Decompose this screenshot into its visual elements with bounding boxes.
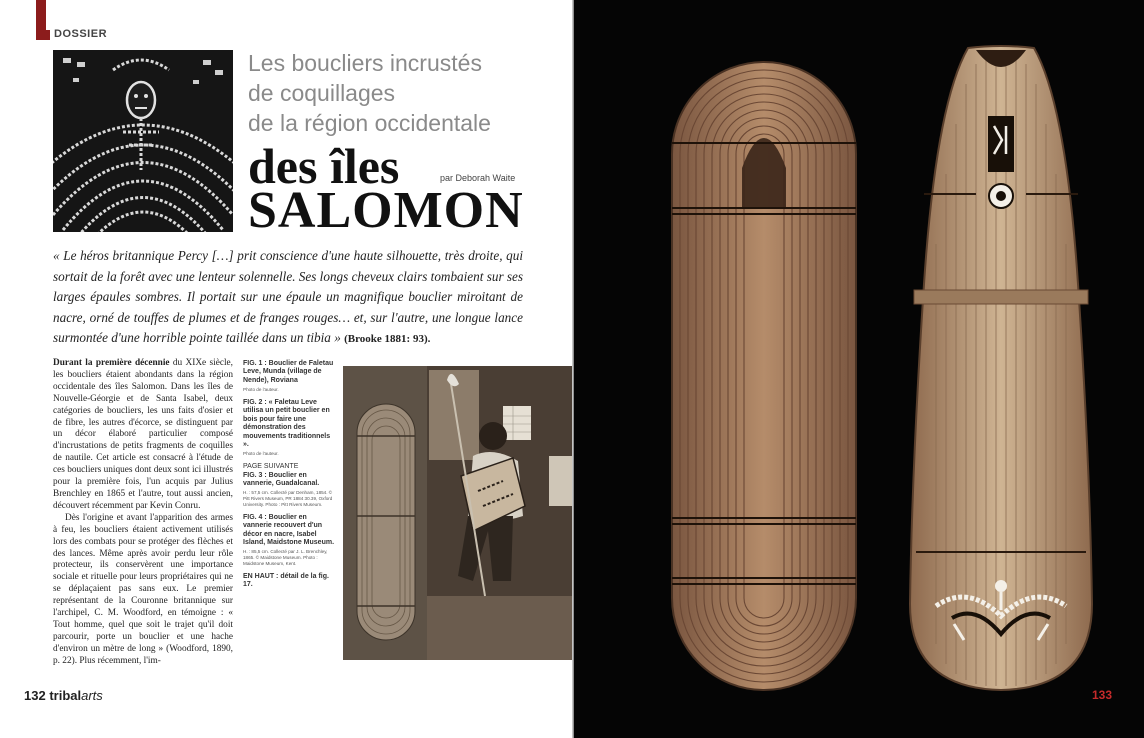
field-photos-image bbox=[343, 366, 573, 660]
wicker-shield-guadalcanal bbox=[668, 58, 860, 694]
caption-lead: PAGE SUIVANTE bbox=[243, 463, 299, 471]
caption-fig1 bbox=[243, 360, 337, 393]
opening-quote bbox=[53, 246, 523, 350]
caption-credit: Photo de l'auteur. bbox=[243, 387, 279, 393]
caption-title: EN HAUT : détail de la fig. 17. bbox=[243, 572, 329, 589]
magazine-name-b: arts bbox=[81, 688, 103, 703]
caption-credit: H. : 57,5 cm. Collecté par Denham, 1854. © Pitt Rivers Museum, PR 1884 30.39, Oxford University. Photo : Pitt Rivers Museum. bbox=[243, 490, 333, 508]
article-title-line1: des îles bbox=[248, 138, 400, 194]
shell-inlay-detail-image bbox=[53, 50, 233, 232]
caption-credit: Photo de l'auteur. bbox=[243, 451, 279, 457]
quote-citation: (Brooke 1881: 93). bbox=[344, 333, 431, 346]
section-marker-foot bbox=[36, 30, 50, 40]
caption-title: FIG. 1 : Bouclier de Faletau Leve, Munda (village de Nende), Roviana bbox=[243, 360, 334, 384]
subtitle-line: Les boucliers incrustés bbox=[248, 50, 482, 76]
subtitle-line: de la région occidentale bbox=[248, 110, 491, 136]
shell-inlay-detail-photo bbox=[53, 50, 233, 232]
body-paragraph-2: Dès l'origine et avant l'apparition des armes à feu, les boucliers étaient activement utilisés lors des combats pour se protéger des flèches et des lances. Même après avoir perdu leur rôle protecteur, ils conservèrent une importance sociale et rituelle pour leurs propriétaires qui ne se déplaçaient pas sans eux. Le premier représentant de la Couronne britannique sur l'archipel, C. M. Woodford, en témoigne : « Tout homme, quel que soit le trajet qu'il doit parcourir, porte un bouclier et une hache d'environ un mètre de long » (Woodford, 1890, p. 22). Plus récemment, l'im- bbox=[53, 512, 233, 666]
wicker-shield-isabel-inlay bbox=[906, 44, 1096, 692]
caption-top-detail bbox=[243, 573, 337, 590]
body-paragraph bbox=[53, 358, 233, 513]
magazine-name bbox=[49, 688, 102, 703]
field-photographs bbox=[343, 366, 573, 660]
article-body bbox=[53, 358, 233, 668]
caption-fig3 bbox=[243, 463, 337, 508]
caption-title: FIG. 3 : Bouclier en vannerie, Guadalcanal. bbox=[243, 471, 320, 488]
caption-fig2 bbox=[243, 399, 337, 457]
section-label: DOSSIER bbox=[54, 28, 108, 40]
subtitle-line: de coquillages bbox=[248, 80, 396, 106]
caption-title: FIG. 4 : Bouclier en vannerie recouvert d'un décor en nacre, Isabel Island, Maidstone Museum. bbox=[243, 513, 335, 547]
body-paragraph-1: du XIXe siècle, les boucliers étaient abondants dans la région occidentale des îles Salomon. Dans les îles de Nouvelle-Géorgie et de Santa Isabel, deux catégories de boucliers, les uns faits d'osier et de fibre, les autres d'écorce, se distinguent par un décor élaboré particulier composé d'incrustations de petits fragments de coquilles de nautile. Cet article est consacré à l'étude de ces boucliers uniques dont deux sont ici illustrés pour la première fois, l'un acquis par Julius Brenchley en 1865 et l'autre, tout aussi ancien, découvert récemment par Kevin Conru. bbox=[53, 358, 233, 511]
caption-credit: H. : 85,5 cm. Collecté par J. L. Brenchley, 1865. © Maidstone Museum. Photo : Maidstone Museum, Kent. bbox=[243, 549, 328, 567]
left-page-number: 132 bbox=[24, 688, 46, 703]
left-folio bbox=[24, 688, 103, 703]
quote-text: « Le héros britannique Percy […] prit conscience d'une haute silhouette, très droite, qui sortait de la forêt avec une lenteur solennelle. Ses longs cheveux clairs tombaient sur ses larges épaules sombres. Il portait sur une épaule un magnifique bouclier miroitant de nacre, orné de touffes de plumes et de franges rouges… et, sur l'autre, une longue lance surmontée d'une horrible pointe taillée dans un tibia » bbox=[53, 248, 523, 346]
right-page bbox=[574, 0, 1144, 738]
author-byline: par Deborah Waite bbox=[440, 173, 516, 183]
body-lead-in: Durant la première décennie bbox=[53, 358, 170, 368]
article-subtitle bbox=[248, 48, 548, 138]
figure-captions bbox=[243, 360, 337, 596]
magazine-name-a: tribal bbox=[49, 688, 82, 703]
caption-title: FIG. 2 : « Faletau Leve utilisa un petit bouclier en bois pour faire une démonstration des mouvements traditionnels ». bbox=[243, 399, 331, 449]
caption-fig4 bbox=[243, 514, 337, 567]
article-title-line2: SALOMON bbox=[248, 182, 524, 239]
right-page-number: 133 bbox=[1091, 688, 1112, 702]
